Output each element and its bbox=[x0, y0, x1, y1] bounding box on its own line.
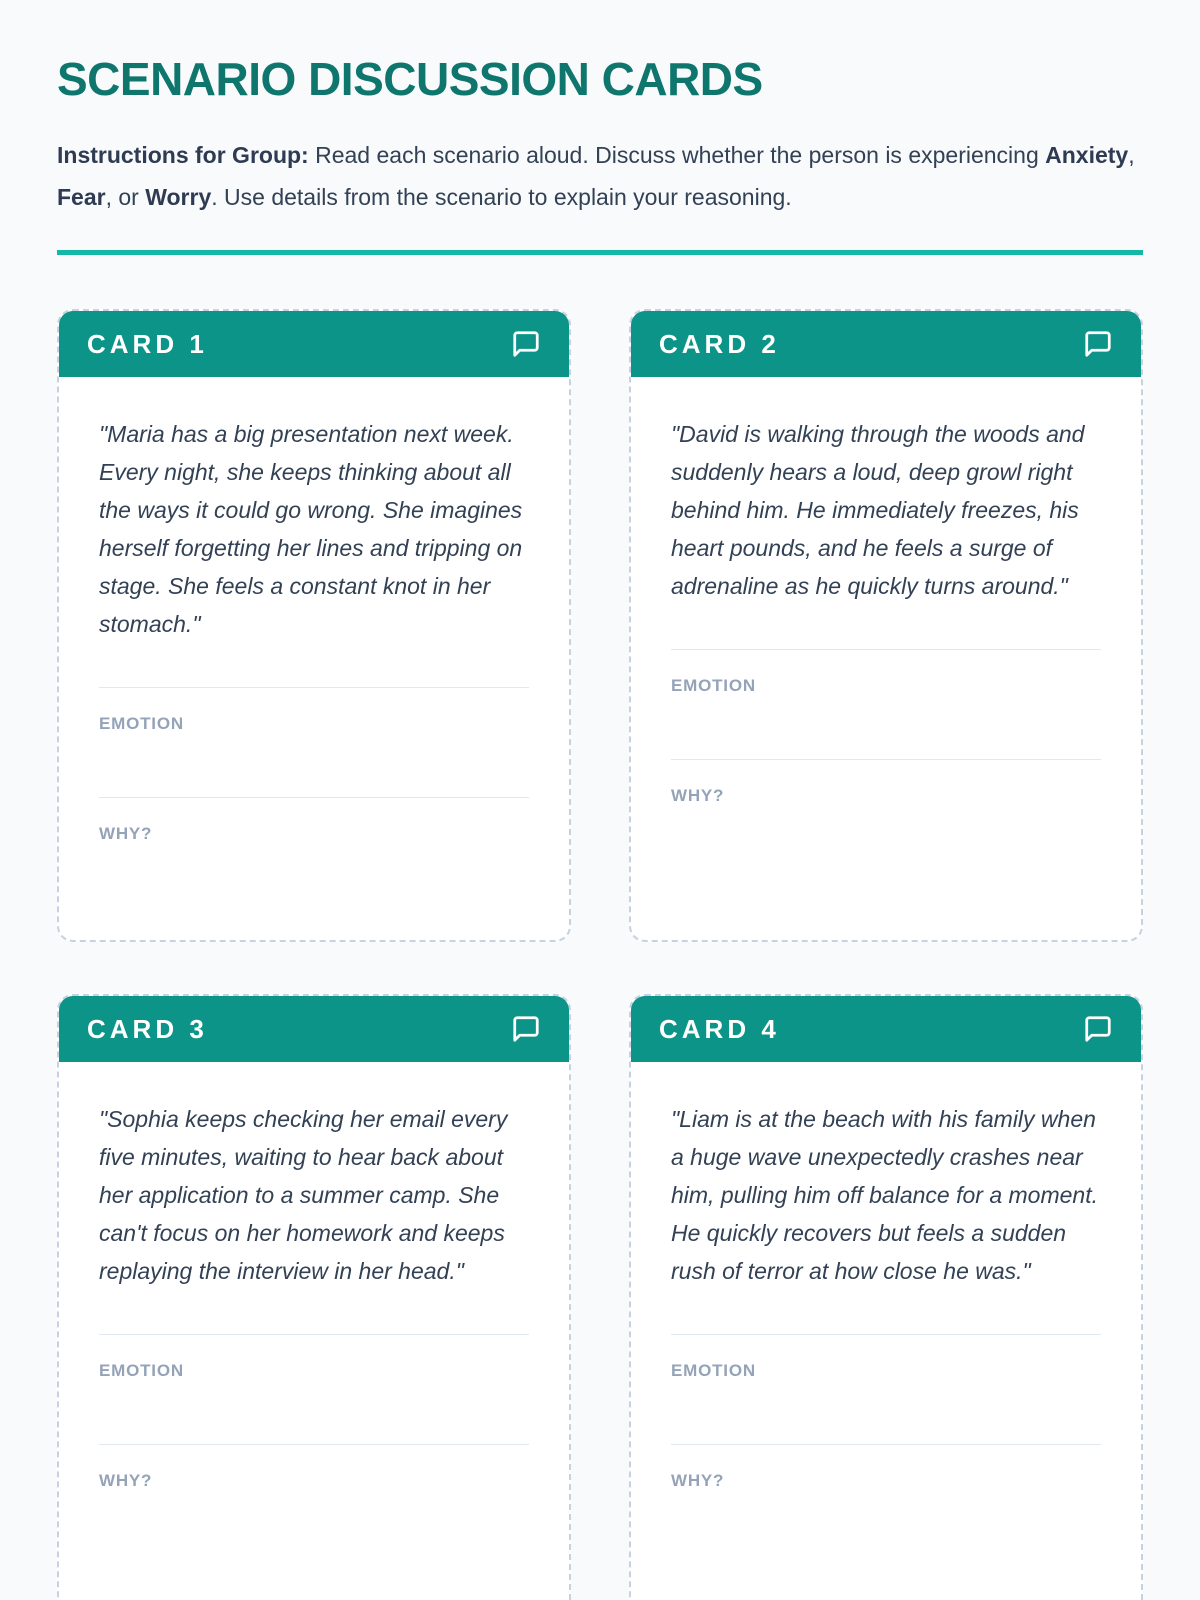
message-square-icon bbox=[1083, 329, 1113, 359]
emotion-label: EMOTION bbox=[99, 714, 184, 733]
card-1-title: CARD 1 bbox=[87, 328, 208, 359]
card-2-title: CARD 2 bbox=[659, 328, 780, 359]
instructions-separator: , or bbox=[105, 184, 146, 210]
why-answer-section bbox=[99, 1444, 529, 1600]
emotion-answer-section bbox=[99, 687, 529, 797]
instructions-text: Read each scenario aloud. Discuss whether the person is experiencing bbox=[308, 142, 1046, 168]
card-4-body bbox=[631, 1062, 1141, 1600]
emotion-answer-section bbox=[671, 649, 1101, 759]
card-4-title: CARD 4 bbox=[659, 1013, 780, 1044]
section-divider-rule bbox=[57, 250, 1143, 255]
scenario-card-4 bbox=[629, 994, 1143, 1600]
card-1-header bbox=[59, 311, 569, 377]
card-2-body bbox=[631, 377, 1141, 940]
card-1-body bbox=[59, 377, 569, 940]
scenario-text: "Sophia keeps checking her email every five minutes, waiting to hear back about her application to a summer camp. She can't focus on her homework and keeps replaying the interview in her head." bbox=[99, 1106, 508, 1284]
instructions-text: . Use details from the scenario to explain your reasoning. bbox=[211, 184, 792, 210]
card-2-header bbox=[631, 311, 1141, 377]
why-label: WHY? bbox=[671, 1471, 725, 1490]
message-square-icon bbox=[1083, 1014, 1113, 1044]
emotion-answer-section bbox=[671, 1334, 1101, 1444]
card-4-header bbox=[631, 996, 1141, 1062]
emotion-label: EMOTION bbox=[671, 676, 756, 695]
scenario-card-3 bbox=[57, 994, 571, 1600]
scenario-text: "David is walking through the woods and suddenly hears a loud, deep growl right behind him. He immediately freezes, his heart pounds, and he feels a surge of adrenaline as he quickly turns around." bbox=[671, 421, 1085, 599]
emotion-word-worry: Worry bbox=[145, 184, 212, 210]
why-answer-section bbox=[671, 759, 1101, 940]
why-label: WHY? bbox=[671, 786, 725, 805]
scenario-text: "Liam is at the beach with his family when a huge wave unexpectedly crashes near him, pulling him off balance for a moment. He quickly recovers but feels a sudden rush of terror at how close he was." bbox=[671, 1106, 1098, 1284]
emotion-word-fear: Fear bbox=[57, 184, 106, 210]
why-label: WHY? bbox=[99, 1471, 153, 1490]
emotion-word-anxiety: Anxiety bbox=[1045, 142, 1129, 168]
why-label: WHY? bbox=[99, 824, 153, 843]
why-answer-section bbox=[99, 797, 529, 940]
card-3-header bbox=[59, 996, 569, 1062]
emotion-label: EMOTION bbox=[99, 1361, 184, 1380]
emotion-answer-section bbox=[99, 1334, 529, 1444]
card-3-title: CARD 3 bbox=[87, 1013, 208, 1044]
card-3-body bbox=[59, 1062, 569, 1600]
message-square-icon bbox=[511, 329, 541, 359]
instructions-separator: , bbox=[1128, 142, 1135, 168]
scenario-card-2 bbox=[629, 309, 1143, 942]
instructions-paragraph bbox=[57, 134, 1143, 218]
instructions-lead: Instructions for Group: bbox=[57, 142, 309, 168]
cards-grid bbox=[57, 309, 1143, 1600]
message-square-icon bbox=[511, 1014, 541, 1044]
scenario-card-1 bbox=[57, 309, 571, 942]
why-answer-section bbox=[671, 1444, 1101, 1600]
emotion-label: EMOTION bbox=[671, 1361, 756, 1380]
page-title: SCENARIO DISCUSSION CARDS bbox=[57, 53, 763, 105]
scenario-text: "Maria has a big presentation next week. Every night, she keeps thinking about all the ways it could go wrong. She imagines herself forgetting her lines and tripping on stage. She feels a constant knot in her stomach." bbox=[99, 421, 523, 637]
